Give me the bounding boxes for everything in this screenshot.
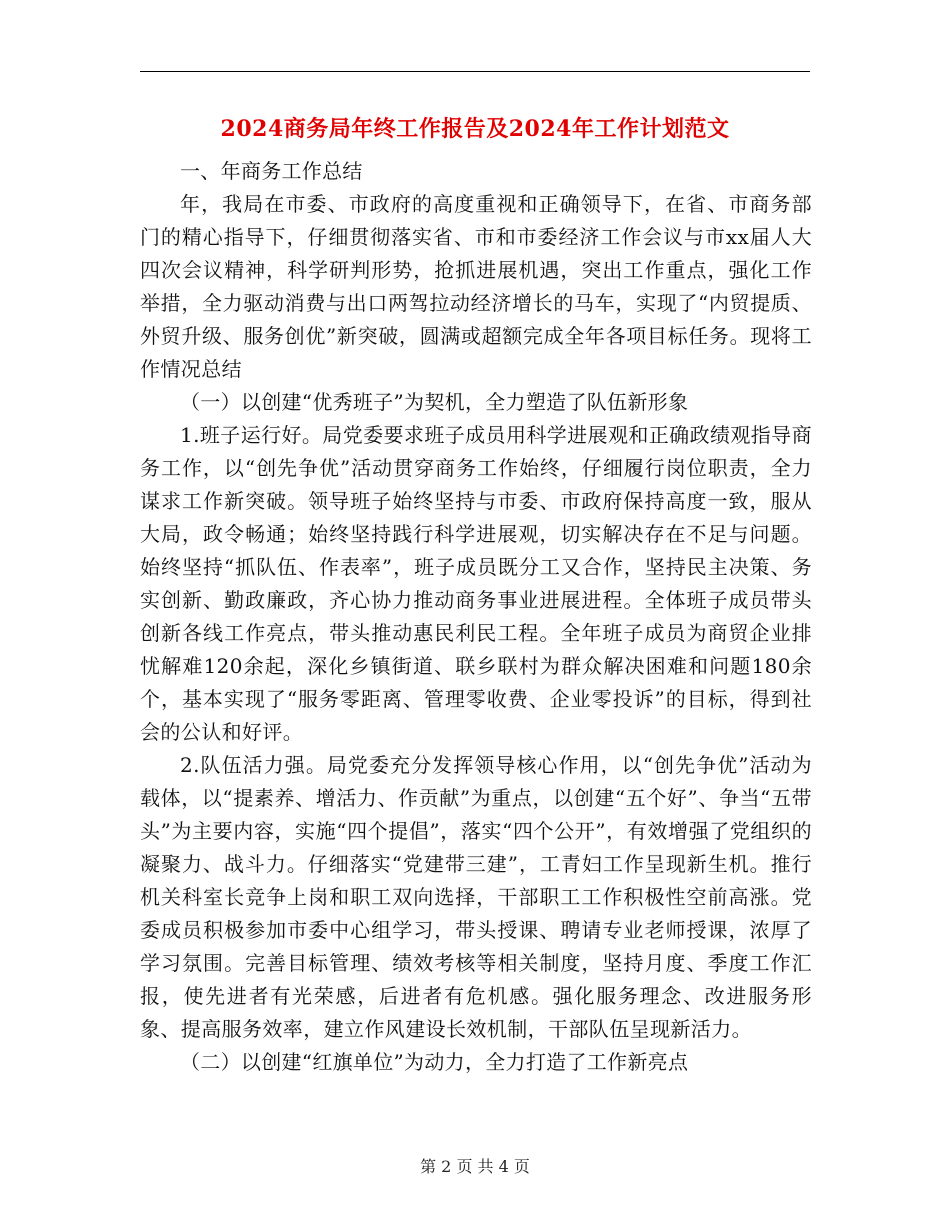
subsection-heading-red-flag-unit: （二）以创建“红旗单位”为动力，全力打造了工作新亮点: [180, 1050, 689, 1074]
intro-paragraph: 年，我局在市委、市政府的高度重视和正确领导下，在省、市商务部门的精心指导下，仔细贯彻落实省、市和市委经济工作会议与市xx届人大四次会议精神，科学研判形势，抢抓进展机遇，突出工作重点，强化工作举措，全力驱动消费与出口两驾拉动经济增长的马车，实现了“内贸提质、外贸升级、服务创优”新突破，圆满或超额完成全年各项目标任务。现将工作情况总结: [140, 192, 812, 381]
document-title: 2024商务局年终工作报告及2024年工作计划范文: [220, 116, 730, 142]
page-footer: 第 2 页 共 4 页: [420, 1157, 530, 1176]
subsection-heading-excellent-team: （一）以创建“优秀班子”为契机，全力塑造了队伍新形象: [180, 390, 689, 414]
document-body: [140, 155, 812, 1079]
paragraph-team-operation: 1.班子运行好。局党委要求班子成员用科学进展观和正确政绩观指导商务工作，以“创先争优”活动贯穿商务工作始终，仔细履行岗位职责，全力谋求工作新突破。领导班子始终坚持与市委、市政府保持高度一致，服从大局，政令畅通；始终坚持践行科学进展观，切实解决存在不足与问题。始终坚持“抓队伍、作表率”，班子成员既分工又合作，坚持民主决策、务实创新、勤政廉政，齐心协力推动商务事业进展进程。全体班子成员带头创新各线工作亮点，带头推动惠民利民工程。全年班子成员为商贸企业排忧解难120余起，深化乡镇街道、联乡联村为群众解决困难和问题180余个，基本实现了“服务零距离、管理零收费、企业零投诉”的目标，得到社会的公认和好评。: [140, 423, 812, 744]
section-heading-summary: 一、年商务工作总结: [180, 159, 363, 183]
paragraph-team-vitality: 2.队伍活力强。局党委充分发挥领导核心作用，以“创先争优”活动为载体，以“提素养、增活力、作贡献”为重点，以创建“五个好”、争当“五带头”为主要内容，实施“四个提倡”，落实“四个公开”，有效增强了党组织的凝聚力、战斗力。仔细落实“党建带三建”，工青妇工作呈现新生机。推行机关科室长竞争上岗和职工双向选择，干部职工工作积极性空前高涨。党委成员积极参加市委中心组学习，带头授课、聘请专业老师授课，浓厚了学习氛围。完善目标管理、绩效考核等相关制度，坚持月度、季度工作汇报，使先进者有光荣感，后进者有危机感。强化服务理念、改进服务形象、提高服务效率，建立作风建设长效机制，干部队伍呈现新活力。: [140, 753, 812, 1041]
header-rule: [140, 71, 810, 72]
